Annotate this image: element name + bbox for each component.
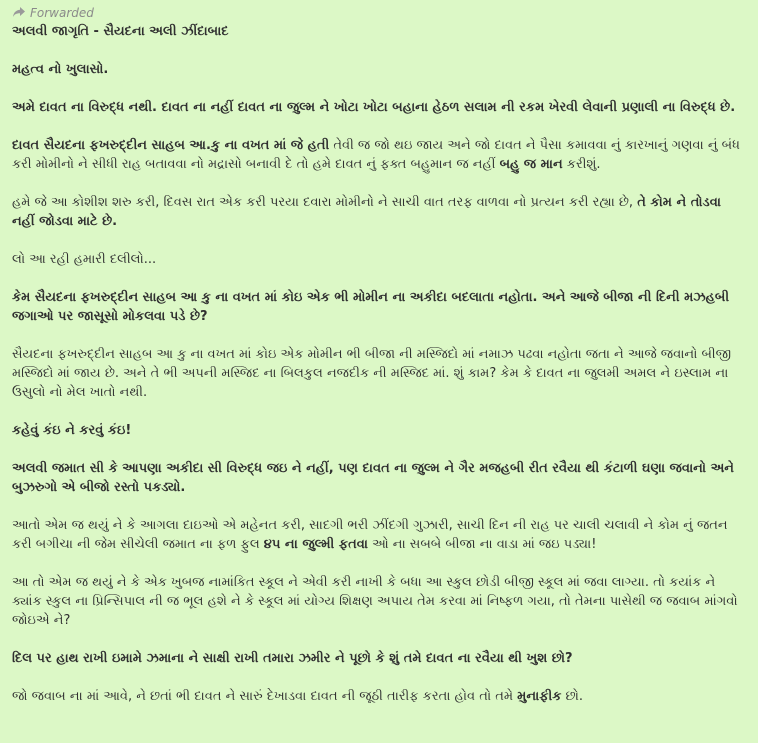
paragraph-gap [12, 231, 748, 250]
paragraph-gap [12, 630, 748, 649]
text-segment: જો જવાબ ના માં આવે, ને છતાં ભી દાવત ને સારું દેખાડવા દાવત ની જૂઠી તારીફ કરતા હોવ તો તમે [12, 689, 518, 704]
paragraph-gap [12, 269, 748, 288]
text-segment: કરીશું. [562, 157, 601, 172]
text-segment: કહેવું કંઇ ને કરવું કંઇ! [12, 423, 132, 438]
text-segment: અમે દાવત ના વિરુદ્ધ નથી. દાવત ના નહીં દાવત ના જુલ્મ ને ખોટા ખોટા બહાના હેઠળ સલામ ની રકમ ખેરવી લેવાની પ્રણાલી ના વિરુદ્ધ છે. [12, 100, 736, 115]
text-segment: સૈયદના ફખરુદ્દીન સાહબ આ કુ ના વખત માં કોઇ એક મોમીન ભી બીજા ની મસ્જિદો માં નમાઝ પઢવા નહોતા જતા ને આજે જવાનો બીજી મસ્જિદો માં જાય છે. અને તે ભી અપની મસ્જિદ ના બિલકુલ નજદીક ની મસ્જિદ માં. શું કામ? કેમ કે દાવત ના જુલમી અમલ ને ઇસ્લામ ના ઉસુલો નો મેલ ખાતો નથી. [12, 347, 732, 400]
text-segment: ઓ ના સબબે બીજા ના વાડા માં જઇ પડ્યા! [368, 537, 597, 552]
text-segment: લો આ રહી હમારી દલીલો... [12, 252, 157, 267]
message-paragraph [12, 193, 748, 231]
paragraph-gap [12, 326, 748, 345]
message-paragraph [12, 22, 748, 41]
message-paragraph [12, 459, 748, 497]
message-paragraph [12, 250, 748, 269]
text-segment: અલવી જાગૃતિ - સૈયદના અલી ઝીંદાબાદ [12, 24, 229, 39]
message-paragraph [12, 421, 748, 440]
text-segment: કેમ સૈયદના ફખરુદ્દીન સાહબ આ કુ ના વખત માં કોઇ એક ભી મોમીન ના અકીદા બદલાતા નહોતા. અને આજે બીજા ની દિની મઝહબી જગાઓ પર જાસૂસો મોકલવા પડે છે? [12, 290, 730, 324]
text-segment: આ તો એમ જ થયું ને કે એક ખુબજ નામાંકિત સ્કૂલ ને એવી કરી નાખી કે બધા આ સ્કુલ છોડી બીજી સ્કૂલ માં જવા લાગ્યા. તો કયાંક ને ક્યાંક સ્કુલ ના પ્રિન્સિપાલ ની જ ભૂલ હશે ને કે સ્કૂલ માં યોગ્ય શિક્ષણ અપાય તેમ કરવા માં નિષ્ફળ ગયા, તો તેમના પાસેથી જ જવાબ માંગવો જોઇએ ને? [12, 575, 738, 628]
message-paragraph [12, 136, 748, 174]
message-paragraph [12, 573, 748, 630]
text-segment: આતો એમ જ થયું ને કે આગલા દાઇઓ એ મહેનત કરી, સાદગી ભરી ઝીંદગી ગુઝારી, સાચી દિન ની રાહ પર ચાલી ચલાવી ને કોમ નું જતન કરી બગીચા ની જેમ સીચેલી જમાત ના ફળ ફુલ [12, 518, 728, 552]
text-segment: તે કોમ ને તોડવા નહીં જોડવા માટે છે. [12, 195, 721, 229]
message-paragraph [12, 516, 748, 554]
message-paragraph [12, 60, 748, 79]
paragraph-gap [12, 668, 748, 687]
forwarded-label: Forwarded [30, 6, 94, 20]
message-paragraph [12, 345, 748, 402]
message-text [12, 22, 748, 706]
text-segment: હમે જે આ કોશીશ શરુ કરી, દિવસ રાત એક કરી પરયા દવારા મોમીનો ને સાચી વાત તરફ વાળવા નો પ્રત્યન કરી રહ્યા છે, [12, 195, 638, 210]
paragraph-gap [12, 117, 748, 136]
message-paragraph [12, 288, 748, 326]
paragraph-gap [12, 554, 748, 573]
paragraph-gap [12, 174, 748, 193]
text-segment: છો. [561, 689, 583, 704]
paragraph-gap [12, 41, 748, 60]
forwarded-indicator [12, 4, 748, 22]
text-segment: અલવી જમાત સી કે આપણા અકીદા સી વિરુદ્ધ જઇ ને નહીં, પણ દાવત ના જુલ્મ ને ગૈર મજહબી રીત રવૈયા થી કંટાળી ઘણા જવાનો અને બુઝરુગો એ બીજો રસ્તો પકડ્યો. [12, 461, 734, 495]
message-paragraph [12, 649, 748, 668]
forward-arrow-icon [12, 6, 26, 21]
text-segment: દાવત સૈયદના ફખરુદ્દીન સાહબ આ.કુ ના વખત માં જે હતી [12, 138, 330, 153]
message-paragraph [12, 98, 748, 117]
text-segment: મહત્વ નો ખુલાસો. [12, 62, 109, 77]
text-segment: તેવી જ જો થઇ જાય અને જો દાવત ને પૈસા કમાવવા નું કારખાનું ગણવા નું બંધ કરી મોમીનો ને સીધી રાહ બતાવવા નો મદ્રાસો બનાવી દે તો હમે દાવત નું ફક્ત બહુમાન જ નહીં [12, 138, 740, 172]
paragraph-gap [12, 440, 748, 459]
text-segment: બહુ જ માન [499, 157, 563, 172]
text-segment: ૪૫ ના જુલ્મી ફતવા [263, 537, 368, 552]
paragraph-gap [12, 497, 748, 516]
text-segment: મુનાફીક [517, 689, 562, 704]
message-paragraph [12, 687, 748, 706]
paragraph-gap [12, 79, 748, 98]
paragraph-gap [12, 402, 748, 421]
text-segment: દિલ પર હાથ રાખી ઇમામે ઝમાના ને સાક્ષી રાખી તમારા ઝમીર ને પૂછો કે શું તમે દાવત ના રવૈયા થી ખુશ છો? [12, 651, 573, 666]
